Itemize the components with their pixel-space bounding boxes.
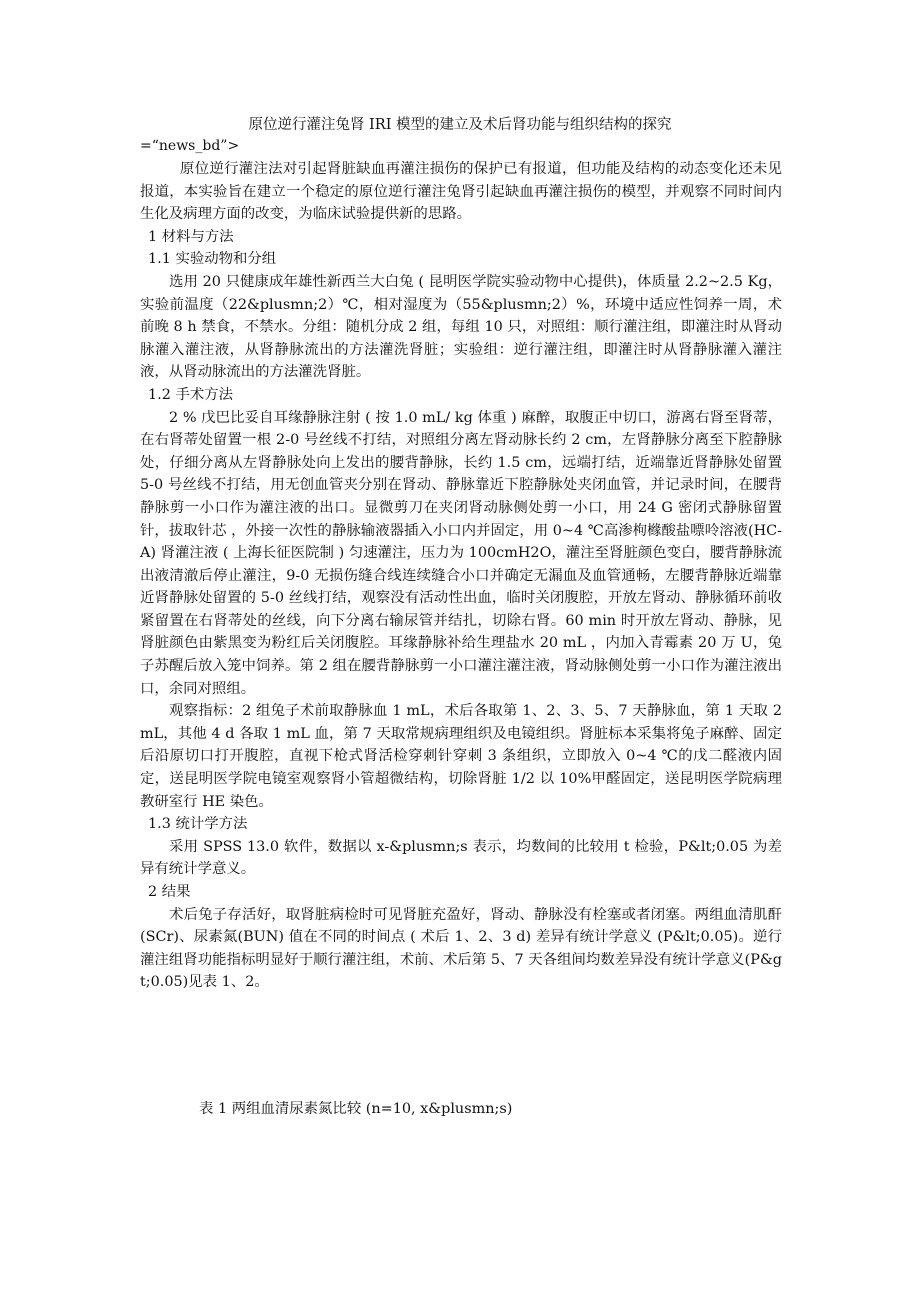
section-heading-2: 2 结果 <box>148 884 191 900</box>
paragraph-surgery: 2 % 戊巴比妥自耳缘静脉注射 ( 按 1.0 mL/ kg 体重 ) 麻醉，取腹正中切口，游离右肾至肾蒂，在右肾蒂处留置一根 2-0 号丝线不打结，对照组分离左肾动脉长约 2 cm，左肾静脉分离至下腔静脉处，仔细分离从左肾静脉处向上发出的腰背静脉，长约 1.5 cm，远端打结，近端靠近肾静脉处留置 5-0 号丝线不打结，用无创血管夹分别在肾动、静脉靠近下腔静脉处夹闭血管，并记录时间，在腰背静脉剪一小口作为灌注液的出口。显微剪刀在夹闭肾动脉侧处剪一小口，用 24 G 密闭式静脉留置针，拔取针芯 ，外接一次性的静脉输液器插入小口内并固定，用 0~4 ℃高渗枸橼酸盐嘌呤溶液(HC-A) 肾灌注液 ( 上海长征医院制 ) 匀速灌注，压力为 100cmH2O，灌注至肾脏颜色变白，腰背静脉流出液清澈后停止灌注，9-0 无损伤缝合线连续缝合小口并确定无漏血及血管通畅，左腰背静脉近端靠近肾静脉处留置的 5-0 丝线打结，观察没有活动性出血，临时关闭腹腔，开放左肾动、静脉循环前收紧留置在右肾蒂处的丝线，向下分离右输尿管并结扎，切除右肾。60 min 时开放左肾动、静脉，见肾脏颜色由紫黑变为粉红后关闭腹腔。耳缘静脉补给生理盐水 20 mL ，内加入青霉素 20 万 U，兔子苏醒后放入笼中饲养。第 2 组在腰背静脉剪一小口灌注灌注液，肾动脉侧处剪一小口作为灌注液出口，余同对照组。 <box>140 409 782 697</box>
paragraph-statistics: 采用 SPSS 13.0 软件，数据以 x-&plusmn;s 表示，均数间的比较用 t 检验，P&lt;0.05 为差异有统计学意义。 <box>140 838 782 878</box>
paragraph-animals: 选用 20 只健康成年雄性新西兰大白兔 ( 昆明医学院实验动物中心提供)，体质量 2.2~2.5 Kg，实验前温度（22&plusmn;2）℃，相对湿度为（55&plusmn;2）%，环境中适应性饲养一周，术前晚 8 h 禁食，不禁水。分组：随机分成 2 组，每组 10 只，对照组：顺行灌注组，即灌注时从肾动脉灌入灌注液，从肾静脉流出的方法灌洗肾脏；实验组：逆行灌注组，即灌注时从肾静脉灌入灌注液，从肾动脉流出的方法灌洗肾脏。 <box>140 273 782 381</box>
section-heading-1-2: 1.2 手术方法 <box>148 386 234 403</box>
section-heading-1-3: 1.3 统计学方法 <box>148 816 248 833</box>
article-body <box>140 158 782 994</box>
intro-paragraph: 原位逆行灌注法对引起肾脏缺血再灌注损伤的保护已有报道，但功能及结构的动态变化还未见报道，本实验旨在建立一个稳定的原位逆行灌注兔肾引起缺血再灌注损伤的模型，并观察不同时间内生化及病理方面的改变，为临床试验提供新的思路。 <box>140 161 782 223</box>
table-caption: 表 1 两组血清尿素氮比较 (n=10, x&plusmn;s) <box>199 1101 513 1117</box>
paragraph-results: 术后兔子存活好，取肾脏病检时可见肾脏充盈好，肾动、静脉没有栓塞或者闭塞。两组血清肌酐 (SCr)、尿素氮(BUN) 值在不同的时间点 ( 术后 1、2、3 d) 差异有统计学意义 (P&lt;0.05)。逆行灌注组肾功能指标明显好于顺行灌注组，术前、术后第 5、7 天各组间均数差异没有统计学意义(P&gt;0.05)见表 1、2。 <box>140 906 782 991</box>
html-artifact-text: =“news_bd”> <box>140 138 240 154</box>
section-heading-1: 1 材料与方法 <box>148 228 234 245</box>
paragraph-observation: 观察指标：2 组兔子术前取静脉血 1 mL，术后各取第 1、2、3、5、7 天静脉血，第 1 天取 2 mL，其他 4 d 各取 1 mL 血，第 7 天取常规病理组织及电镜组织。肾脏标本采集将兔子麻醉、固定后沿原切口打开腹腔，直视下枪式肾活检穿刺针穿刺 3 条组织，立即放入 0~4 ℃的戊二醛液内固定，送昆明医学院电镜室观察肾小管超微结构，切除肾脏 1/2 以 10%甲醛固定，送昆明医学院病理教研室行 HE 染色。 <box>140 703 782 810</box>
document-title: 原位逆行灌注兔肾 IRI 模型的建立及术后肾功能与组织结构的探究 <box>248 117 672 133</box>
section-heading-1-1: 1.1 实验动物和分组 <box>148 251 277 268</box>
